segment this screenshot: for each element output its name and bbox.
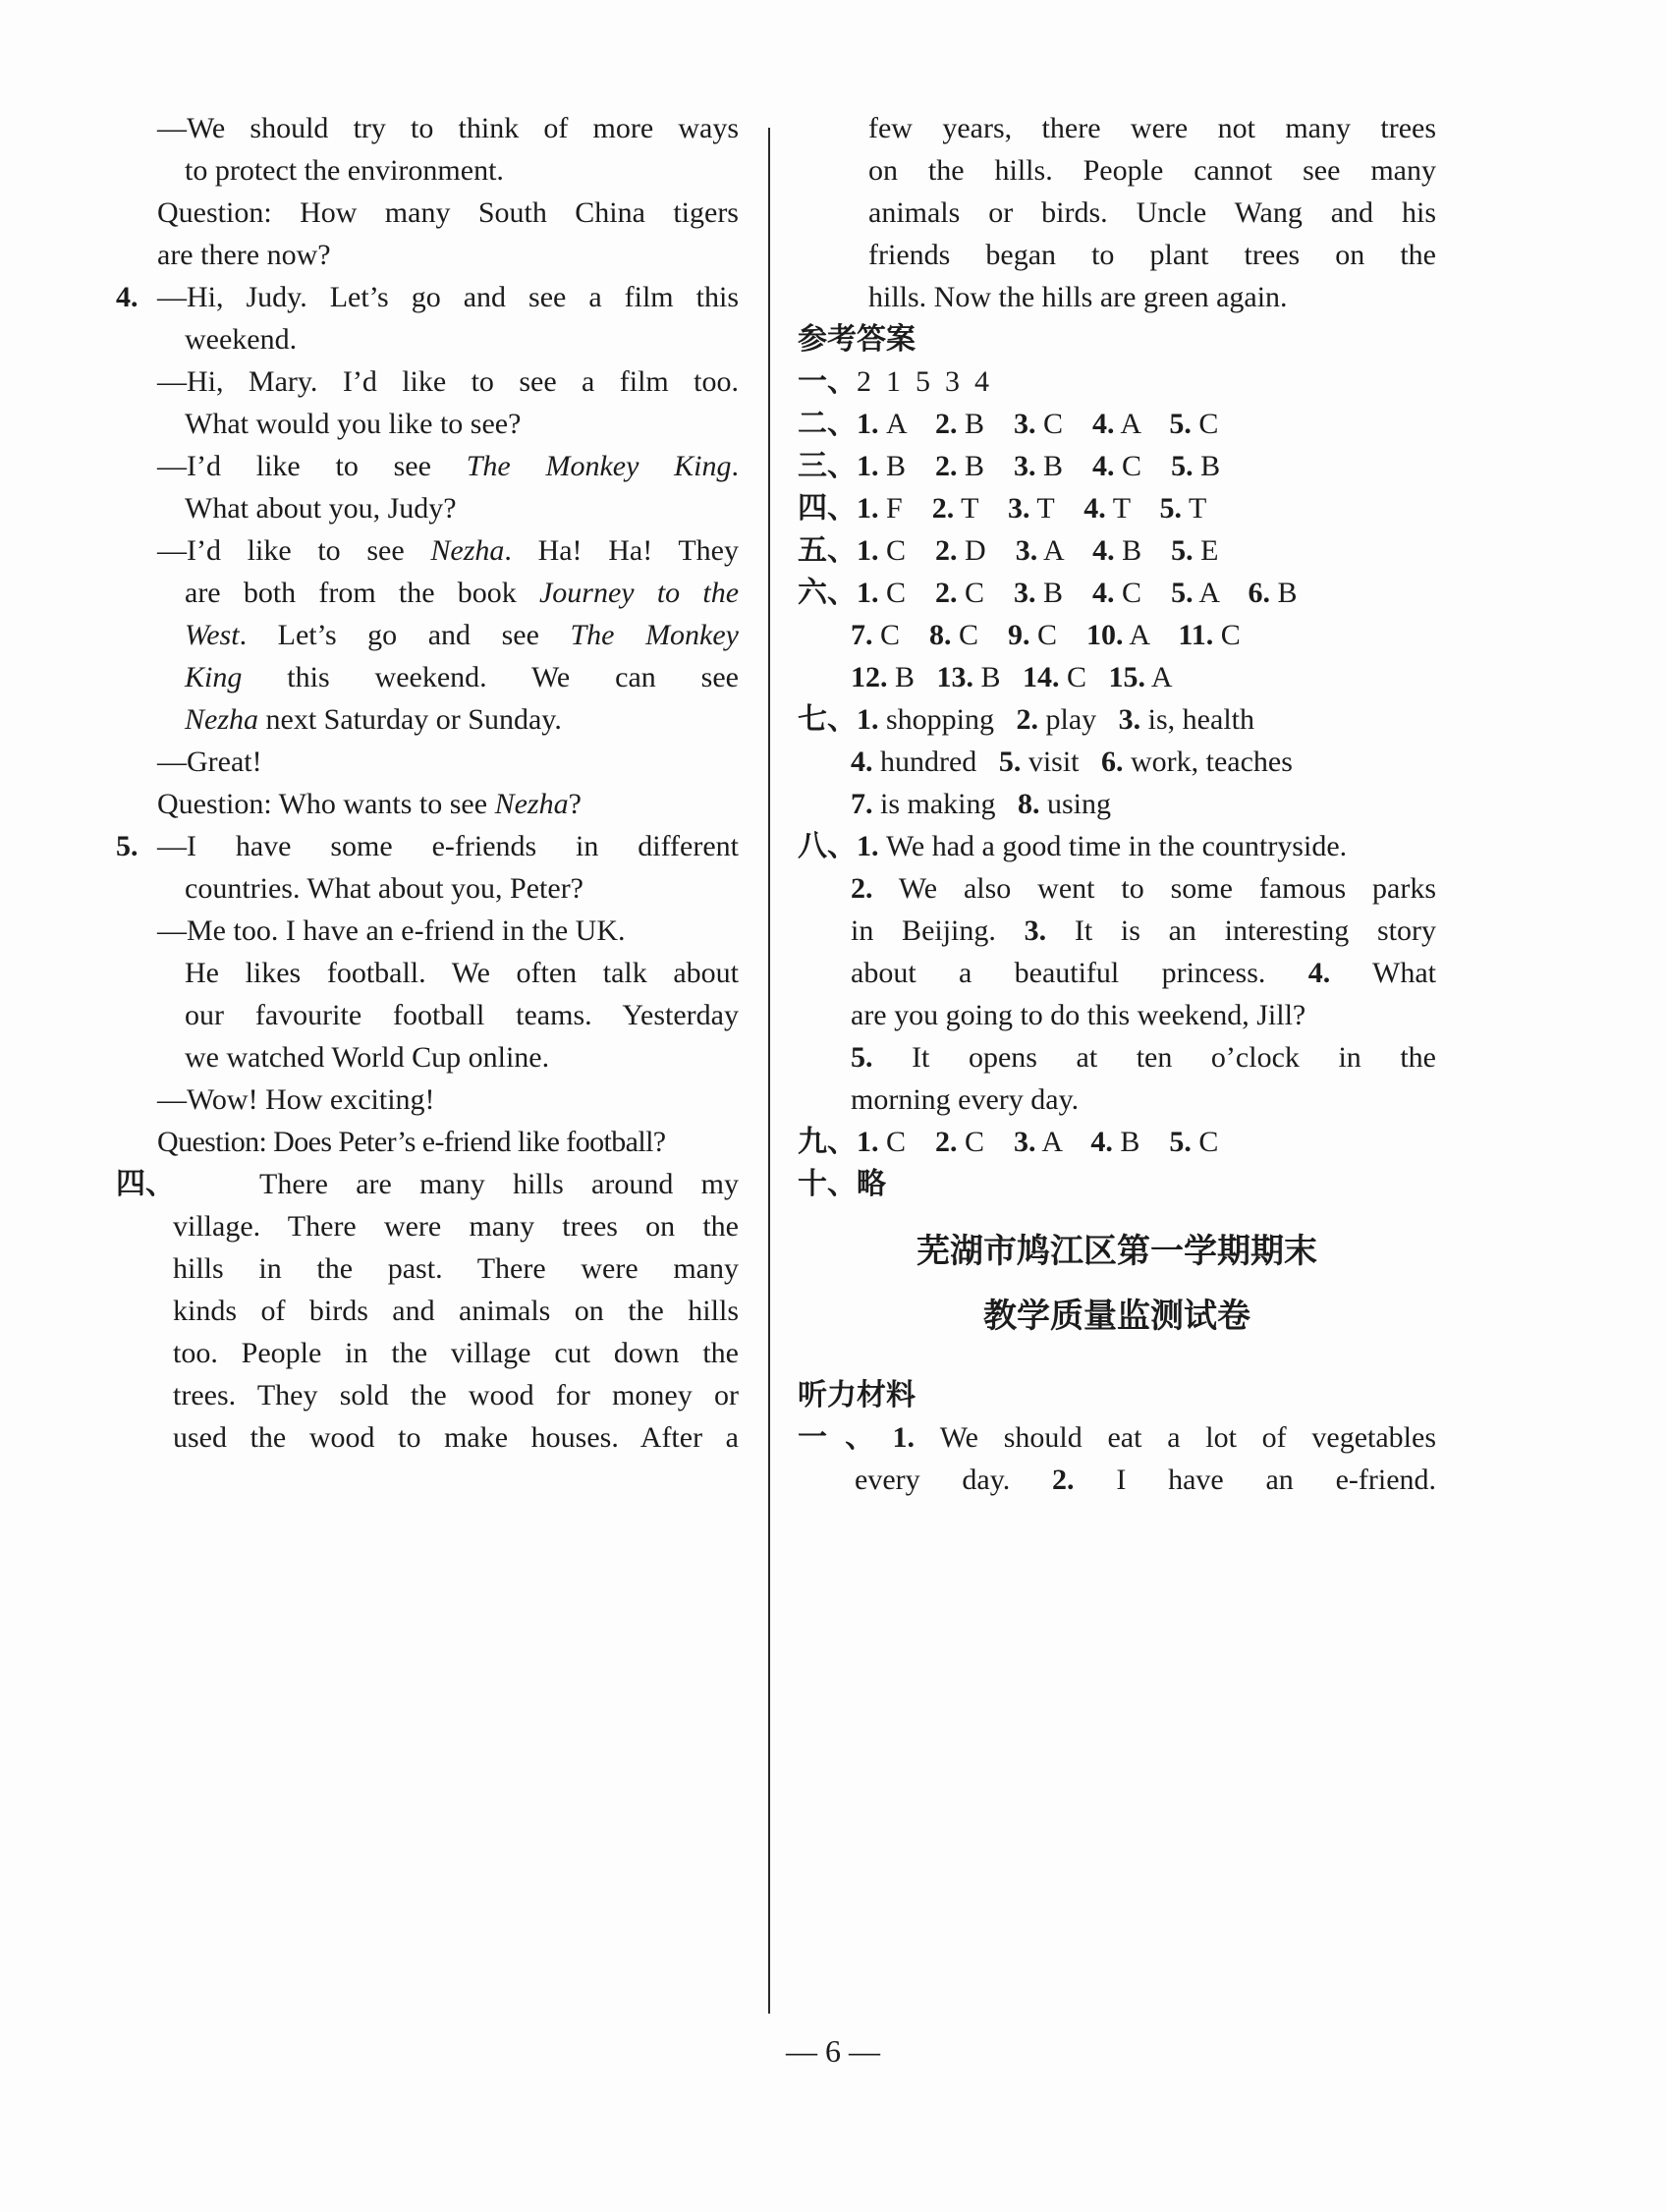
- text-line: He likes football. We often talk about: [185, 957, 739, 989]
- answer-row: 三、1. B 2. B 3. B 4. C 5. B: [798, 449, 1221, 483]
- answer: T: [1112, 492, 1131, 525]
- answer: C: [886, 577, 907, 609]
- text-line: few years, there were not many trees: [868, 112, 1436, 144]
- answer-row: morning every day.: [851, 1083, 1080, 1116]
- answer: B: [895, 661, 916, 693]
- answer: T: [961, 492, 978, 525]
- answer: is, health: [1147, 703, 1254, 736]
- answer-row: in Beijing. 3. It is an interesting story: [851, 914, 1436, 947]
- answer-text: 2 1 5 3 4: [857, 365, 989, 398]
- answer-row: [798, 363, 1436, 401]
- answers-heading: 参考答案: [798, 322, 916, 357]
- exam-title-line-2: 教学质量监测试卷: [983, 1297, 1250, 1336]
- answer: B: [1277, 577, 1298, 609]
- text-line: There are many hills around my: [259, 1168, 739, 1200]
- answer: B: [886, 450, 907, 482]
- answer-row: are you going to do this weekend, Jill?: [851, 999, 1306, 1031]
- text-line: weekend.: [185, 323, 298, 356]
- answer: A: [1043, 534, 1064, 567]
- answer-row: 7. C 8. C 9. C 10. A 11. C: [851, 619, 1241, 651]
- answer-row: about a beautiful princess. 4. What: [851, 957, 1437, 989]
- answer: C: [880, 619, 901, 651]
- text-line: on the hills. People cannot see many: [868, 154, 1436, 187]
- section-label: 三、: [798, 449, 857, 483]
- answer: E: [1200, 534, 1219, 567]
- text-line: used the wood to make houses. After a: [173, 1421, 739, 1454]
- answer-row: 五、1. C 2. D 3. A 4. B 5. E: [798, 533, 1219, 568]
- title-italic: Nezha: [430, 534, 505, 567]
- answer: about a beautiful princess.: [851, 957, 1266, 989]
- answer: using: [1047, 788, 1112, 820]
- answer-row: [798, 1166, 1436, 1203]
- answer: A: [1041, 1126, 1062, 1158]
- answer: B: [980, 661, 1001, 693]
- answer-row: 4. hundred 5. visit 6. work, teaches: [851, 746, 1293, 778]
- title-italic: Nezha: [185, 703, 258, 736]
- text-line: countries. What about you, Peter?: [185, 872, 583, 905]
- answer-row: 四、1. F 2. T 3. T 4. T 5. T: [798, 491, 1207, 525]
- answer: A: [886, 408, 907, 440]
- answer-row: 一、1. We should eat a lot of vegetables: [798, 1420, 1437, 1455]
- answer-row: 二、1. A 2. B 3. C 4. A 5. C: [798, 407, 1219, 441]
- section-label: 九、: [798, 1125, 857, 1159]
- answer: What: [1372, 957, 1437, 989]
- answer-row: 2. We also went to some famous parks: [851, 872, 1437, 905]
- title-italic: West: [185, 619, 240, 651]
- answer: shopping: [886, 703, 995, 736]
- section-label: 七、: [798, 702, 857, 737]
- text-line: [157, 532, 739, 570]
- answer: C: [1220, 619, 1241, 651]
- answer-row: 九、1. C 2. C 3. A 4. B 5. C: [798, 1125, 1219, 1159]
- answer: T: [1188, 492, 1207, 525]
- text-run: are both from the book: [185, 577, 539, 609]
- answer-row: 六、1. C 2. C 3. B 4. C 5. A 6. B: [798, 576, 1298, 610]
- text-line: —Great!: [157, 746, 262, 778]
- text-run: .: [731, 450, 740, 482]
- answer: It opens at ten o’clock in the: [912, 1041, 1436, 1074]
- text-run: . Let’s go and see: [239, 619, 571, 651]
- text-line: What about you, Judy?: [185, 492, 457, 525]
- answer: It is an interesting story: [1074, 914, 1436, 947]
- text-run: next Saturday or Sunday.: [258, 703, 562, 736]
- text-line: too. People in the village cut down the: [173, 1337, 739, 1369]
- text-run: Question: Who wants to see: [157, 788, 495, 820]
- answer: B: [1122, 534, 1142, 567]
- text-run: —I’d like to see: [157, 450, 467, 482]
- listening-heading: 听力材料: [798, 1378, 916, 1412]
- answer-row: 12. B 13. B 14. C 15. A: [851, 661, 1173, 693]
- answer: in Beijing.: [851, 914, 996, 947]
- answer: C: [1198, 408, 1219, 440]
- text-line: What would you like to see?: [185, 408, 522, 440]
- text-line: are there now?: [157, 239, 331, 271]
- text-line: —Me too. I have an e-friend in the UK.: [157, 914, 626, 947]
- text-line: our favourite football teams. Yesterday: [185, 999, 739, 1031]
- text-line: kinds of birds and animals on the hills: [173, 1295, 739, 1327]
- answer: A: [1198, 577, 1219, 609]
- answer-row: every day. 2. I have an e-friend.: [855, 1464, 1437, 1496]
- text-line: —I have some e-friends in different: [157, 830, 739, 862]
- section-label: 二、: [798, 407, 857, 441]
- answer: We also went to some famous parks: [898, 872, 1437, 905]
- answer: hundred: [880, 746, 977, 778]
- title-italic: Nezha: [494, 788, 569, 820]
- answer: C: [1043, 408, 1064, 440]
- text-line: [157, 786, 786, 823]
- section-label: 十、: [798, 1167, 857, 1201]
- text-line: —Wow! How exciting!: [157, 1083, 435, 1116]
- text-line: —Hi, Judy. Let’s go and see a film this: [157, 281, 739, 313]
- answer: A: [1150, 661, 1173, 693]
- answer-row: 八、1. We had a good time in the countryside.: [798, 829, 1348, 863]
- title-italic: King: [185, 661, 243, 693]
- text-line: trees. They sold the wood for money or: [173, 1379, 739, 1411]
- answer: C: [1122, 450, 1142, 482]
- title-italic: The Monkey King: [466, 450, 732, 482]
- answer: C: [959, 619, 979, 651]
- exam-title-line-1: 芜湖市鸠江区第一学期期末: [916, 1232, 1317, 1271]
- answer: A: [1120, 408, 1140, 440]
- section-label: 一、: [798, 364, 857, 399]
- answer: A: [1129, 619, 1149, 651]
- text-line: Question: How many South China tigers: [157, 196, 739, 229]
- text-run: every day.: [855, 1464, 1011, 1496]
- page-number: — 6 —: [786, 2033, 880, 2069]
- answer: 略: [857, 1167, 886, 1201]
- section-label: 八、: [798, 829, 857, 863]
- text-line: [157, 448, 739, 485]
- text-line: hills. Now the hills are green again.: [868, 281, 1288, 313]
- answer: visit: [1027, 746, 1080, 778]
- answer: B: [1120, 1126, 1140, 1158]
- section-label: 六、: [798, 576, 857, 610]
- question-number: 4.: [116, 281, 139, 313]
- text-line: —We should try to think of more ways: [157, 112, 739, 144]
- answer: C: [886, 1126, 907, 1158]
- answer: D: [965, 534, 986, 567]
- answer: B: [965, 408, 985, 440]
- text-line: friends began to plant trees on the: [868, 239, 1436, 271]
- answer: C: [1198, 1126, 1219, 1158]
- text-run: We should eat a lot of vegetables: [939, 1421, 1437, 1454]
- answer: is making: [880, 788, 996, 820]
- answer-row: 5. It opens at ten o’clock in the: [851, 1041, 1436, 1074]
- answer: F: [886, 492, 903, 525]
- question-number: 5.: [116, 830, 139, 862]
- text-line: —Hi, Mary. I’d like to see a film too.: [157, 365, 739, 398]
- answer: C: [1037, 619, 1058, 651]
- text-line: we watched World Cup online.: [185, 1041, 550, 1074]
- answer: C: [965, 577, 985, 609]
- text-run: this weekend. We can see: [242, 661, 739, 693]
- text-line: village. There were many trees on the: [173, 1210, 739, 1243]
- answer: B: [1043, 577, 1064, 609]
- answer: C: [965, 1126, 985, 1158]
- text-run: ?: [568, 788, 582, 820]
- text-line: [185, 575, 739, 612]
- text-line: animals or birds. Uncle Wang and his: [868, 196, 1436, 229]
- section-label: 四、: [116, 1167, 175, 1201]
- title-italic: Journey to the: [538, 577, 740, 609]
- answer-row: 7. is making 8. using: [851, 788, 1112, 820]
- text-line: [185, 659, 739, 696]
- answer: T: [1036, 492, 1055, 525]
- answer: work, teaches: [1131, 746, 1293, 778]
- text-run: . Ha! Ha! They: [504, 534, 739, 567]
- text-line: Question: Does Peter’s e-friend like football?: [157, 1126, 666, 1158]
- answer: C: [886, 534, 907, 567]
- answer: B: [1043, 450, 1064, 482]
- text-line: [185, 617, 739, 654]
- title-italic: The Monkey: [570, 619, 740, 651]
- section-label: 四、: [798, 491, 857, 525]
- answer-row: 七、1. shopping 2. play 3. is, health: [798, 702, 1254, 737]
- text-run: —I’d like to see: [157, 534, 431, 567]
- answer: C: [1067, 661, 1087, 693]
- text-line: [185, 701, 813, 739]
- section-label: 一、: [798, 1420, 893, 1455]
- answer: We had a good time in the countryside.: [886, 830, 1348, 862]
- answer: B: [965, 450, 985, 482]
- text-run: I have an e-friend.: [1116, 1464, 1437, 1496]
- section-label: 五、: [798, 533, 857, 568]
- answer: B: [1200, 450, 1221, 482]
- answer: play: [1045, 703, 1097, 736]
- answer: C: [1122, 577, 1142, 609]
- text-line: to protect the environment.: [185, 154, 504, 187]
- text-line: hills in the past. There were many: [173, 1252, 739, 1285]
